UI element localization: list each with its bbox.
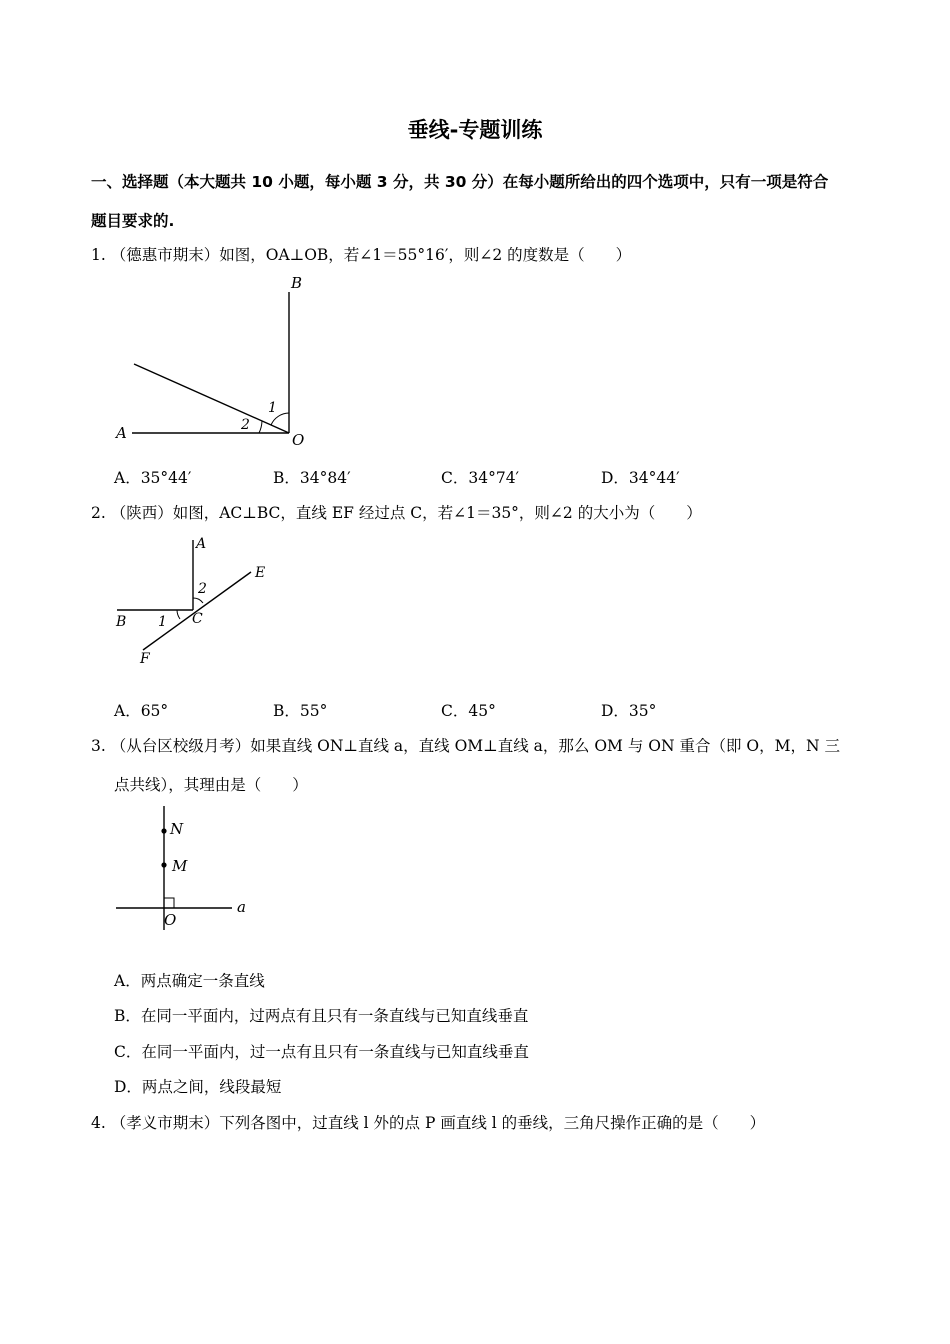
- question-4: [91, 1111, 765, 1133]
- label-F: F: [140, 651, 150, 667]
- q2-option-a[interactable]: A．65°: [114, 702, 169, 720]
- question-1: [91, 243, 631, 265]
- label-a: a: [237, 898, 246, 916]
- q1-option-c[interactable]: C．34°74′: [441, 469, 520, 487]
- label-N: N: [170, 820, 184, 838]
- question-3-figure: [110, 800, 260, 935]
- q3-option-d[interactable]: D．两点之间，线段最短: [114, 1078, 282, 1096]
- q1-option-a[interactable]: A．35°44′: [114, 469, 192, 487]
- label-angle-1: 1: [268, 400, 277, 416]
- label-A: A: [196, 536, 207, 552]
- label-O: O: [164, 911, 177, 929]
- label-angle-2: 2: [198, 581, 207, 597]
- q3-option-b[interactable]: B．在同一平面内，过两点有且只有一条直线与已知直线垂直: [114, 1007, 529, 1025]
- q1-option-d[interactable]: D．34°44′: [601, 469, 680, 487]
- q2-option-b[interactable]: B．55°: [273, 702, 328, 720]
- question-3-text: （从台区校级月考）如果直线 ON⊥直线 a，直线 OM⊥直线 a，那么 OM 与 ON 重合（即 O，M，N 三: [110, 737, 840, 755]
- q1-option-b[interactable]: B．34°84′: [273, 469, 351, 487]
- label-O: O: [292, 431, 305, 449]
- q2-option-c[interactable]: C．45°: [441, 702, 496, 720]
- question-2-number: 2.: [91, 504, 106, 522]
- question-3-number: 3.: [91, 737, 106, 755]
- label-C: C: [192, 611, 203, 627]
- q2-option-d[interactable]: D．35°: [601, 702, 657, 720]
- question-4-number: 4.: [91, 1114, 106, 1132]
- question-1-figure: [110, 270, 320, 455]
- question-1-number: 1.: [91, 246, 106, 264]
- page-title: 垂线-专题训练: [407, 118, 543, 142]
- question-4-text: （孝义市期末）下列各图中，过直线 l 外的点 P 画直线 l 的垂线，三角尺操作正确的是（ ）: [110, 1114, 766, 1132]
- question-3: [91, 734, 840, 756]
- q3-option-a[interactable]: A．两点确定一条直线: [114, 972, 265, 990]
- label-angle-2: 2: [241, 417, 250, 433]
- label-B: B: [291, 274, 303, 292]
- label-A: A: [116, 424, 127, 442]
- question-2: [91, 501, 702, 523]
- section-heading-line1: 一、选择题（本大题共 10 小题，每小题 3 分，共 30 分）在每小题所给出的四个选项中，只有一项是符合: [91, 173, 829, 191]
- question-3-text-continued: 点共线），其理由是（ ）: [114, 776, 308, 794]
- label-E: E: [255, 565, 266, 581]
- question-1-text: （德惠市期末）如图，OA⊥OB，若∠1＝55°16′，则∠2 的度数是（ ）: [110, 246, 632, 264]
- label-B: B: [116, 614, 127, 630]
- q3-option-c[interactable]: C．在同一平面内，过一点有且只有一条直线与已知直线垂直: [114, 1043, 529, 1061]
- label-angle-1: 1: [158, 614, 167, 630]
- question-2-figure: [110, 530, 290, 670]
- label-M: M: [172, 857, 188, 875]
- section-heading-line2: 题目要求的.: [91, 212, 175, 230]
- question-2-text: （陕西）如图，AC⊥BC，直线 EF 经过点 C，若∠1＝35°，则∠2 的大小为（ ）: [110, 504, 702, 522]
